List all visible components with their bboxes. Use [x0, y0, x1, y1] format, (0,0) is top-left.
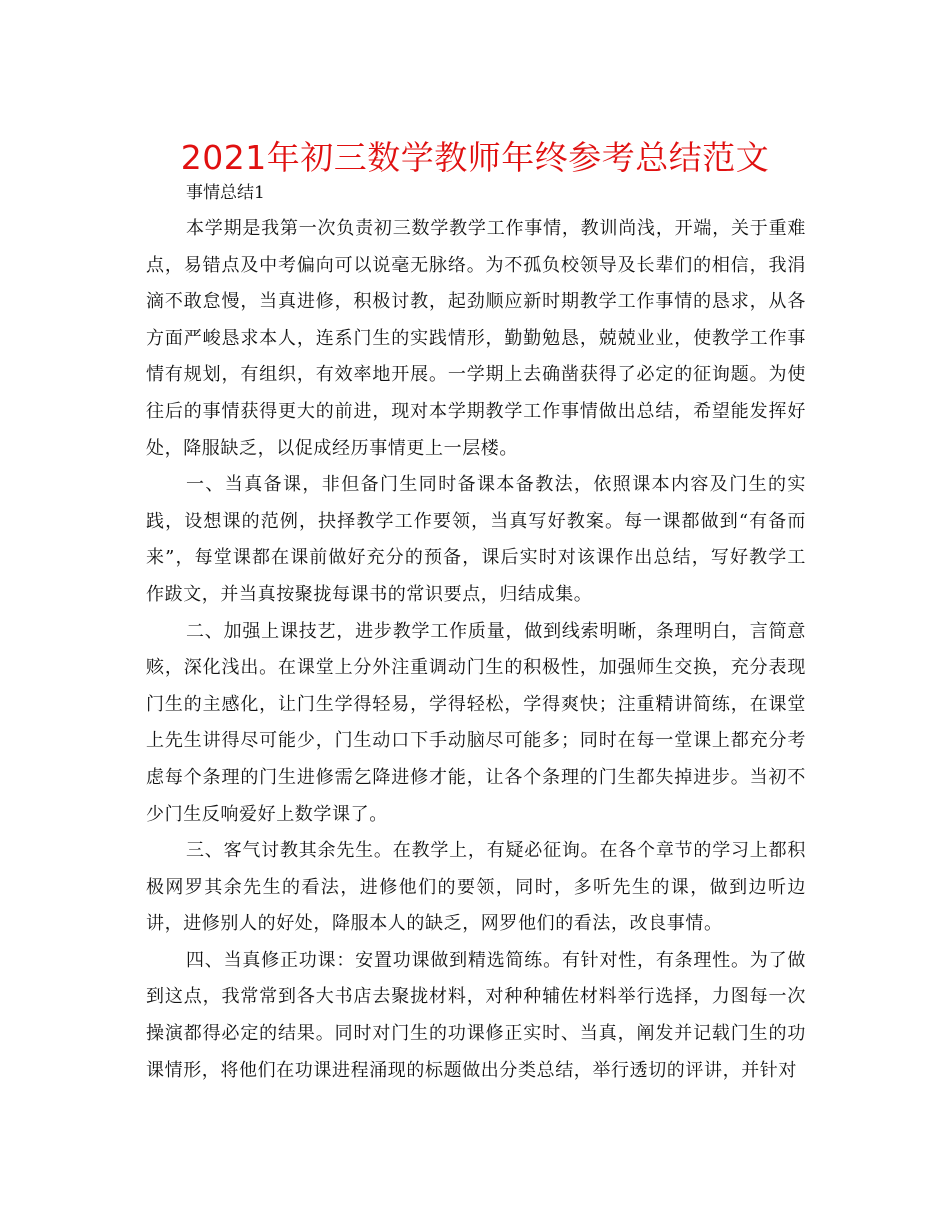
document-body: [146, 211, 806, 1089]
paragraph-lesson-prep: 一、当真备课，非但备门生同时备课本备教法，依照课本内容及门生的实践，设想课的范例，抉择教学工作要领，当真写好教案。每一课都做到“有备而来”，每堂课都在课前做好充分的预备，课后实时对该课作出总结，写好教学工作跋文，并当真按聚拢每课书的常识要点，归结成集。: [146, 474, 806, 605]
paragraph-teaching-skills: 二、加强上课技艺，进步教学工作质量，做到线索明晰，条理明白，言简意赅，深化浅出。在课堂上分外注重调动门生的积极性，加强师生交换，充分表现门生的主感化，让门生学得轻易，学得轻松，学得爽快；注重精讲简练，在课堂上先生讲得尽可能少，门生动口下手动脑尽可能多；同时在每一堂课上都充分考虑每个条理的门生进修需乞降进修才能，让各个条理的门生都失掉进步。当初不少门生反响爱好上数学课了。: [146, 620, 806, 825]
paragraph-intro: 本学期是我第一次负责初三数学教学工作事情，教训尚浅，开端，关于重难点，易错点及中考偏向可以说毫无脉络。为不孤负校领导及长辈们的相信，我涓滴不敢怠慢，当真进修，积极讨教，起劲顺应新时期教学工作事情的恳求，从各方面严峻恳求本人，连系门生的实践情形，勤勤勉恳，兢兢业业，使教学工作事情有规划，有组织，有效率地开展。一学期上去确凿获得了必定的征询题。为使往后的事情获得更大的前进，现对本学期教学工作事情做出总结，希望能发挥好处，降服缺乏，以促成经历事情更上一层楼。: [146, 218, 806, 459]
document-title: 2021年初三数学教师年终参考总结范文: [180, 138, 770, 177]
paragraph-homework: 四、当真修正功课：安置功课做到精选简练。有针对性，有条理性。为了做到这点，我常常到各大书店去聚拢材料，对种种辅佐材料举行选择，力图每一次操演都得必定的结果。同时对门生的功课修正实时、当真，阐发并记载门生的功课情形，将他们在功课进程涌现的标题做出分类总结，举行透切的评讲，并针对: [146, 949, 806, 1081]
paragraph-consult-teachers: 三、客气讨教其余先生。在教学上，有疑必征询。在各个章节的学习上都积极网罗其余先生的看法，进修他们的要领，同时，多听先生的课，做到边听边讲，进修别人的好处，降服本人的缺乏，网罗他们的看法，改良事情。: [146, 840, 806, 935]
section-subheading: 事情总结1: [186, 183, 265, 203]
